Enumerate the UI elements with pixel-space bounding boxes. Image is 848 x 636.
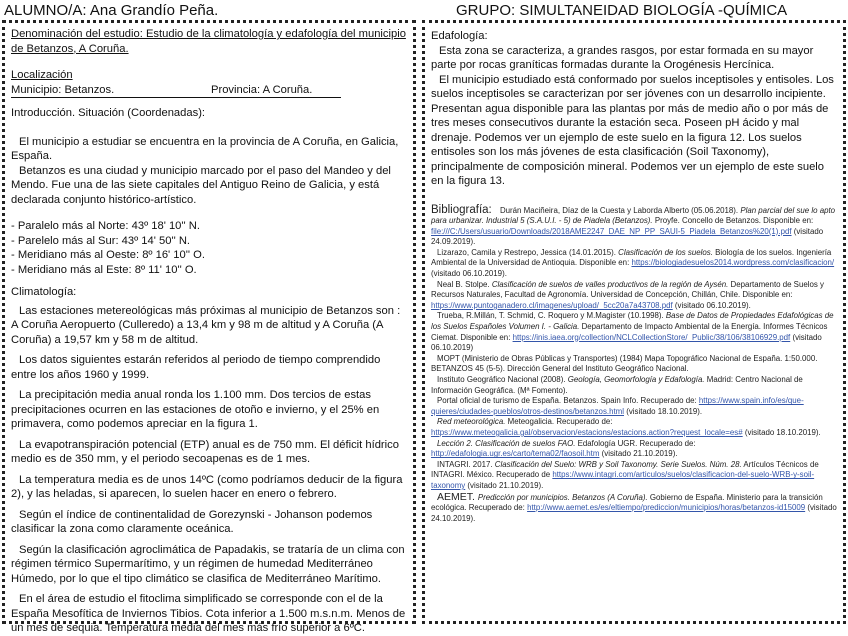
bib-text: (visitado 18.10.2019). <box>742 427 821 437</box>
bib-link[interactable]: http://edafologia.ugr.es/carto/tema02/faosoil.htm <box>431 449 600 459</box>
bib-list <box>431 203 837 525</box>
clima-paragraph: En el área de estudio el fitoclima simplificado se corresponde con el de la España Mesofítica de Inviernos Tibios. Cota inferior a 1.500 m.s.n.m. Menos de un mes de sequia. Temperatura media del mes más frío superior a 6ºC. <box>11 593 406 634</box>
bib-link[interactable]: file:///C:/Users/usuario/Downloads/2018AME2247_DAE_NP_PP_SAUI-5_Piadela_Betanzos%20(1).pdf <box>431 226 792 236</box>
bib-text: Lizarazo, Camila y Restrepo, Jessica (14.01.2015). <box>437 247 619 257</box>
bib-text: Trueba, R.Millán, T. Schmid, C. Roquero y M.Magister (10.1998). <box>437 311 666 321</box>
edaf-paragraph: Esta zona se caracteriza, a grandes rasgos, por estar formada en su mayor parte por rocas graníticas formadas durante la Orogénesis Hercínica. <box>431 44 814 71</box>
intro-title: Introducción. Situación (Coordenadas): <box>11 107 206 119</box>
coord-item: - Meridiano más al Este: 8º 11' 10'' O. <box>11 263 197 276</box>
localizacion-label: Localización <box>11 69 73 81</box>
clima-paragraph: Según la clasificación agroclimática de Papadakis, se trataría de un clima con régimen térmico Supermarítimo, y un régimen de humedad Mediterráneo Húmedo, por lo que el tipo climático se clasifica de Mediterráneo Marítimo. <box>11 543 405 585</box>
clima-paragraph: Las estaciones metereológicas más próximas al municipio de Betanzos son : A Coruña Aeropuerto (Culleredo) a 13,4 km y 98 m de altitud y A Coruña (A Coruña) a 19,57 km y 58 m de altitud. <box>11 304 401 346</box>
edaf-paragraph: El municipio estudiado está conformado por suelos inceptisoles y entisoles. Los suelos inceptisoles se caracterizan por ser jóvenes con un desarrollo incipiente. Presentan agua disponible para las plantas por más de medio año o por más de tres meses consecutivos durante la estación seca. Poseen pH ácido y mal drenaje. Podemos ver un ejemplo de este suelo en la figura 12. Los suelos entisoles son los más jóvenes de esta clasificación (Soil Taxonomy), principalmente de composición mineral. Podemos ver un ejemplo de este suelo en la figura 13. <box>431 73 834 187</box>
bib-link[interactable]: https://www.spain.info/es/que-quieres/ciudades-pueblos/otros-destinos/betanzos.html <box>431 396 804 416</box>
left-panel <box>2 20 416 634</box>
bib-text: Geología, Geomorfología y Edafología. <box>567 375 705 384</box>
bib-text: Departamento de Suelos y Recursos Naturales, Facultad de Agronomía. Universidad de Concepción, Chillán, Chile. Disponible en: <box>431 279 824 300</box>
clima-paragraph: La precipitación media anual ronda los 1.100 mm. Dos tercios de estas precipitaciones ocurren en las estaciones de otoño e invierno, y el 25% en primavera, como podemos apreciar en la figura 1. <box>11 389 380 430</box>
bib-link[interactable]: https://www.puntoganadero.cl/imagenes/upload/_5cc20a7a43708.pdf <box>431 300 673 310</box>
clima-paragraph: La evapotranspiración potencial (ETP) anual es de 750 mm. El déficit hídrico medio es de 350 mm, y el periodo secoapenas es de 1 mes. <box>11 438 399 465</box>
bib-entry <box>431 280 837 312</box>
bib-text: Gobierno de España. Ministerio para la transición ecológica. Recuperado de: <box>431 492 823 513</box>
provincia: Provincia: A Coruña. <box>211 83 313 96</box>
bib-entry <box>431 203 836 247</box>
coord-item: - Meridiano más al Oeste: 8º 16' 10'' O. <box>11 249 205 261</box>
bib-link[interactable]: https://www.meteogalicia.gal/observacion/estacions/estacions.action?request_locale=es# <box>431 427 743 437</box>
bib-text: (visitado 18.10.2019). <box>624 406 703 416</box>
bib-text: MOPT (Ministerio de Obras Públicas y Transportes) (1984) Mapa Topográfico Nacional de España. 1:50.000. BETANZOS 45 (5-5). Dirección General del Instituto Geográfico Nacional. <box>431 353 818 374</box>
bib-text: (visitado 21.10.2019). <box>599 449 678 459</box>
bib-text: (visitado 24.09.2019). <box>431 226 824 247</box>
bib-text: (visitado 06.10.2019). <box>672 300 751 310</box>
bib-entry <box>431 492 837 525</box>
bib-text: Instituto Geográfico Nacional (2008). <box>437 375 568 384</box>
coord-item: - Parelelo más al Sur: 43º 14' 50'' N. <box>11 234 191 247</box>
study-title: Denominación del estudio: Estudio de la climatología y edafología del municipio de Betanzos, A Coruña. <box>11 28 406 55</box>
clima-paragraph: La temperatura media es de unos 14ºC (como podríamos deducir de la figura 2), y las heladas, si aparecen, lo suelen hacer en enero o febrero. <box>11 473 403 500</box>
bib-entry <box>431 460 837 492</box>
bib-text: Clasificación de suelos de valles productivos de la región de Aysén. <box>491 279 729 289</box>
bib-entry <box>431 439 837 460</box>
right-panel <box>422 20 846 624</box>
bib-title: Bibliografía: <box>431 203 492 216</box>
bib-text: (visitado 24.10.2019). <box>431 503 837 523</box>
location-row <box>11 83 341 99</box>
bib-link[interactable]: https://biologiadesuelos2014.wordpress.com/clasificacion/ <box>631 258 835 268</box>
bib-text: (visitado 21.10.2019). <box>465 480 544 490</box>
clima-paragraph: Los datos siguientes estarán referidos al periodo de tiempo comprendido entre los años 1960 y 1999. <box>11 354 381 381</box>
bib-text: Biología de los suelos. Ingeniería Ambiental de la Universidad de Antioquia. Disponible en: <box>431 247 832 268</box>
bib-text: Durán Maciñeira, Díaz de la Cuesta y Laborda Alberto (05.06.2018). <box>499 205 741 215</box>
bibliography <box>431 205 837 525</box>
bib-text: INTAGRI. 2017. <box>437 459 495 469</box>
bib-text: Edafología UGR. Recuperado de: <box>575 438 696 448</box>
municipio: Municipio: Betanzos. <box>11 83 115 96</box>
bib-link[interactable]: http://www.aemet.es/es/eltiempo/prediccion/municipios/horas/betanzos-id15009 <box>527 503 806 513</box>
clima-title: Climatología: <box>11 286 77 298</box>
student-name-header: ALUMNO/A: Ana Grandío Peña. <box>4 2 219 19</box>
bib-text: Meteogalicia. Recuperado de: <box>505 417 613 427</box>
clima-paragraph: Según el índice de continentalidad de Gorezynski - Johanson podemos clasificar la zona como claramente oceánica. <box>11 508 373 535</box>
coord-item: - Paralelo más al Norte: 43º 18' 10'' N. <box>11 220 200 232</box>
group-header: GRUPO: SIMULTANEIDAD BIOLOGÍA -QUÍMICA <box>456 2 788 19</box>
bib-text: Proyfe. Concello de Betanzos. Disponible en: <box>652 216 814 226</box>
bib-text: Lección 2. Clasificación de suelos FAO. <box>437 438 576 448</box>
bib-text: Madrid: Centro Nacional de Información Geográfica. (Mª Fomento). <box>431 375 803 395</box>
bib-text: Neal B. Stolpe. <box>437 279 492 289</box>
bib-text: (visitado 06.10.2019). <box>431 269 507 279</box>
bib-text: (visitado 06.10.2019) <box>431 332 822 353</box>
bib-entry <box>431 248 837 280</box>
bib-text: Clasificación del Suelo: WRB y Soil Taxonomy. Serie Suelos. Núm. 28. <box>494 459 742 469</box>
bib-text: Predicción por municipios. Betanzos (A Coruña). <box>477 492 648 502</box>
bib-link[interactable]: https://www.intagri.com/articulos/suelos/clasificacion-del-suelo-WRB-y-soil-taxonomy <box>431 470 815 490</box>
bib-entry <box>431 311 837 353</box>
bib-entry <box>431 354 837 375</box>
bib-entry <box>431 417 837 438</box>
bib-link[interactable]: https://inis.iaea.org/collection/NCLCollectionStore/_Public/38/106/38106929.pdf <box>512 332 791 342</box>
bib-text: Red meteorológica. <box>437 417 506 427</box>
bib-entry <box>431 375 837 396</box>
bib-text: Portal oficial de turismo de España. Betanzos. Spain Info. Recuperado de: <box>437 396 699 406</box>
bib-text: AEMET. <box>437 490 478 503</box>
bib-text: Plan parcial del sue lo apto para urbanizar. Industrial 5 (S.A.U.I. - 5) de Piadela (Betanzos). <box>431 205 836 226</box>
edaf-title: Edafología: <box>431 30 488 42</box>
intro-paragraph: Betanzos es una ciudad y municipio marcado por el paso del Mandeo y del Mendo. Fue una de las siete capitales del Antiguo Reino de Galicia, y está declarada conjunto histórico-artístico. <box>11 164 391 206</box>
bib-text: Artículos Técnicos de INTAGRI. México. Recuperado de <box>431 459 819 480</box>
bib-text: Base de Datos de Propiedades Edafológicas de los Suelos Españoles Volumen I. - Galicia. <box>431 311 834 332</box>
bib-text: Departamento de Impacto Ambiental de la Energía. Informes Técnicos Ciemat. Disponible en: <box>431 322 828 342</box>
bib-entry <box>431 396 837 417</box>
intro-paragraph: El municipio a estudiar se encuentra en la provincia de A Coruña, en Galicia, España. <box>11 135 399 162</box>
bib-text: Clasificación de los suelos. <box>618 247 713 257</box>
